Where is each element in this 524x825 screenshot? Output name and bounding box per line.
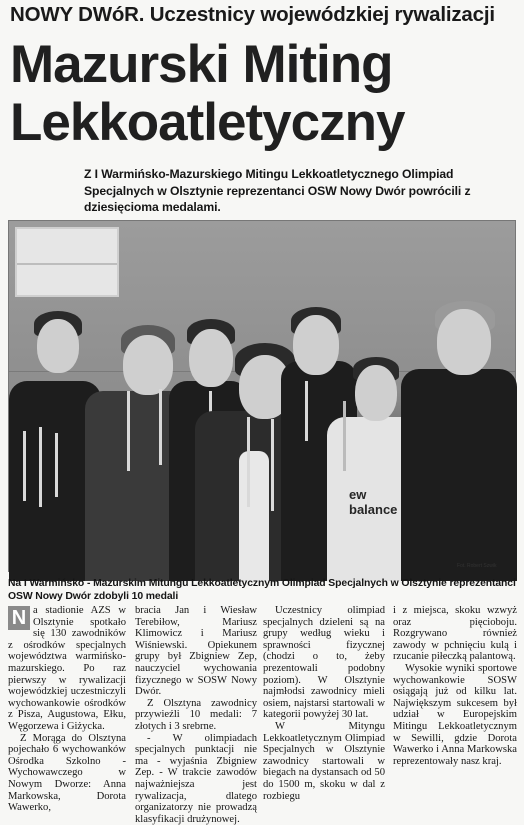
body-paragraph: W Mityngu Lekkoatletycznym Olimpiad Specjalnych w Olsztynie zawodnicy startowali w biegach na dystansach od 50 do 1500 m, skoku w dal z rozbiegu [263, 720, 385, 802]
headline-line-1: Mazurski Miting [10, 35, 393, 94]
photo-credit: Fot. Robert Szwik [457, 563, 497, 569]
article-lead: Z I Warmińsko-Mazurskiego Mitingu Lekkoatletycznego Olimpiad Specjalnych w Olsztynie reprezentanci OSW Nowy Dwór powrócili z dziesięcioma medalami. [84, 167, 471, 214]
body-paragraph: a stadionie AZS w Olsztynie spotkało się 130 zawodników z ośrodków specjalnych województwa warmińsko-mazurskiego. Po raz pierwszy w rywalizacji wojewódzkiej uczestniczyli wychowankowie ośrodków z Pisza, Augustowa, Ełku, Węgorzewa i Giżycka. [8, 605, 126, 732]
group-photo [8, 220, 516, 572]
body-paragraph: i z miejsca, skoku wzwyż oraz pięcioboju. Rozgrywano również zawody w pchnięciu kulą i rzucanie piłeczką palantową. [393, 605, 517, 663]
headline-line-2: Lekkoatletyczny [10, 93, 405, 152]
body-paragraph: Z Olsztyna zawodnicy przywieźli 10 medali: 7 złotych i 3 srebrne. [135, 697, 257, 732]
article-column-4 [393, 605, 517, 800]
body-paragraph: Wysokie wyniki sportowe wychowankowie SOSW osiągają już od kilku lat. Największym sukcesem był udział w Europejskim Mitingu Lekkoatletycznym w Sewilli, gdzie Dorota Wawerko i Anna Markowska reprezentowały nasz kraj. [393, 662, 517, 767]
article-column-1 [8, 605, 126, 814]
article-column-2 [135, 605, 257, 825]
article-column-3 [263, 605, 385, 800]
article-headline [10, 36, 520, 152]
photo-caption: Na I Warmińsko - Mazurskim Mitungu Lekkoatletycznym Olimpiad Specjalnych w Olsztynie reprezentanci OSW Nowy Dwór zdobyli 10 medali [8, 578, 516, 602]
shirt-print: ew balance [349, 487, 398, 517]
body-paragraph: bracia Jan i Wiesław Terebiłow, Mariusz Klimowicz i Mariusz Wiśniewski. Opiekunem grupy był Zbigniew Zep, nauczyciel wychowania fizycznego w SOSW Nowy Dwór. [135, 605, 257, 698]
photo-window [15, 227, 119, 297]
body-paragraph: Uczestnicy olimpiad specjalnych dzieleni są na grupy według wieku i sprawności fizycznej (chodzi o to, żeby prezentowali podobny poziom). W Olsztynie najmłodsi zawodnicy mieli osiem, najstarsi startowali w kategorii powyżej 30 lat. [263, 605, 385, 721]
dropcap: N [8, 606, 30, 630]
article-kicker: NOWY DWóR. Uczestnicy wojewódzkiej rywalizacji [10, 3, 495, 26]
body-paragraph: Z Morąga do Olsztyna pojechało 6 wychowanków Ośrodka Szkolno - Wychowawczego w Nowym Dworze: Anna Markowska, Dorota Wawerko, [8, 732, 126, 814]
body-paragraph: - W olimpiadach specjalnych punktacji nie ma - wyjaśnia Zbigniew Zep. - W trakcie zawodów najważniejsza jest rywalizacja, dlatego organizatorzy nie prowadzą klasyfikacji drużynowej. [135, 732, 257, 825]
